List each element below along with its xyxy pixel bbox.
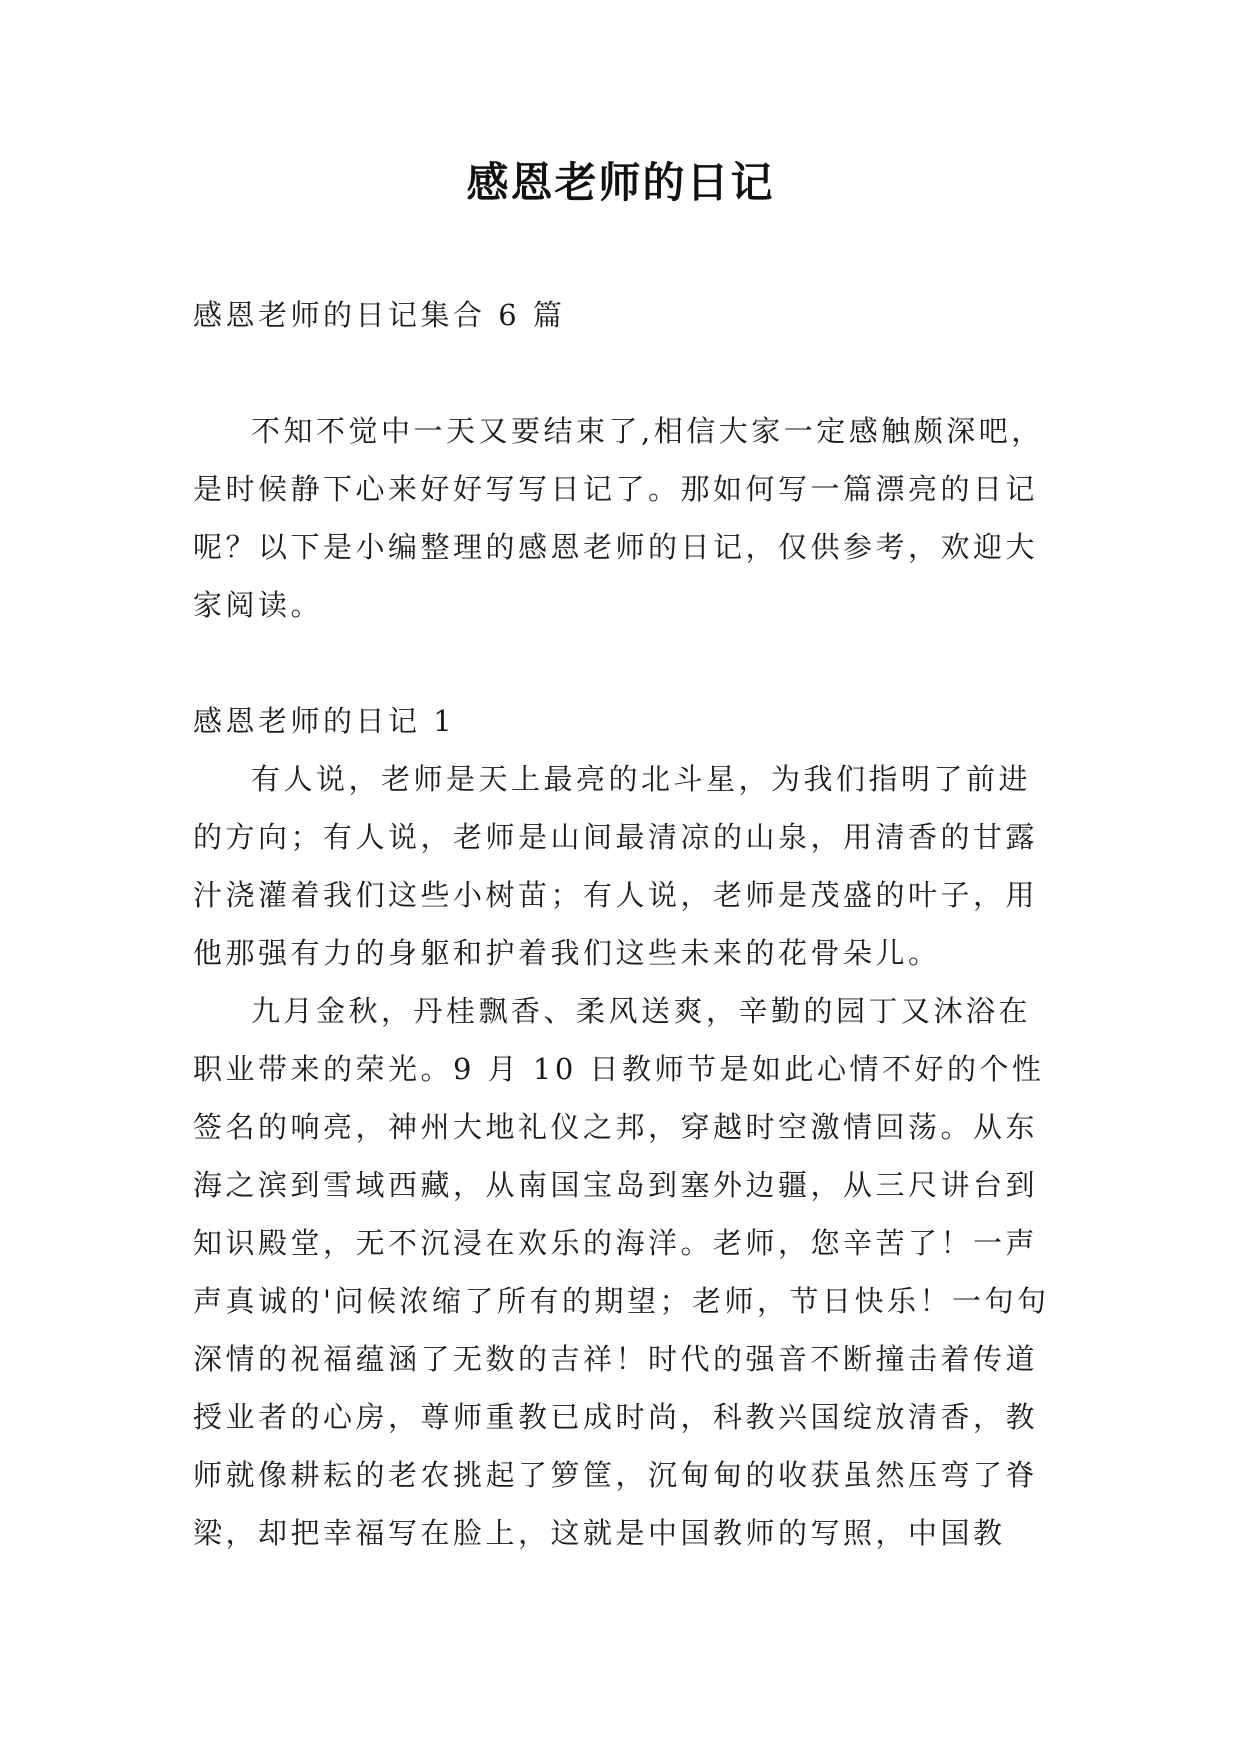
- section-heading: 感恩老师的日记 1: [193, 704, 456, 738]
- document-body: [193, 286, 1055, 1562]
- body-paragraph: 九月金秋，丹桂飘香、柔风送爽，辛勤的园丁又沐浴在职业带来的荣光。9 月 10 日教师节是如此心情不好的个性签名的响亮，神州大地礼仪之邦，穿越时空激情回荡。从东海之滨到雪域西藏，从南国宝岛到塞外边疆，从三尺讲台到知识殿堂，无不沉浸在欢乐的海洋。老师，您辛苦了！一声声真诚的'问候浓缩了所有的期望；老师，节日快乐！一句句深情的祝福蕴涵了无数的吉祥！时代的强音不断撞击着传道授业者的心房，尊师重教已成时尚，科教兴国绽放清香，教师就像耕耘的老农挑起了箩筐，沉甸甸的收获虽然压弯了脊梁，却把幸福写在脸上，这就是中国教师的写照，中国教: [193, 994, 1050, 1550]
- body-paragraph: 有人说，老师是天上最亮的北斗星，为我们指明了前进的方向；有人说，老师是山间最清凉的山泉，用清香的甘露汁浇灌着我们这些小树苗；有人说，老师是茂盛的叶子，用他那强有力的身躯和护着我们这些未来的花骨朵儿。: [193, 762, 1039, 970]
- intro-paragraph: 不知不觉中一天又要结束了,相信大家一定感触颇深吧，是时候静下心来好好写写日记了。那如何写一篇漂亮的日记呢？以下是小编整理的感恩老师的日记，仅供参考，欢迎大家阅读。: [193, 414, 1044, 622]
- document-title: 感恩老师的日记: [466, 158, 775, 207]
- document-subtitle: 感恩老师的日记集合 6 篇: [193, 298, 566, 332]
